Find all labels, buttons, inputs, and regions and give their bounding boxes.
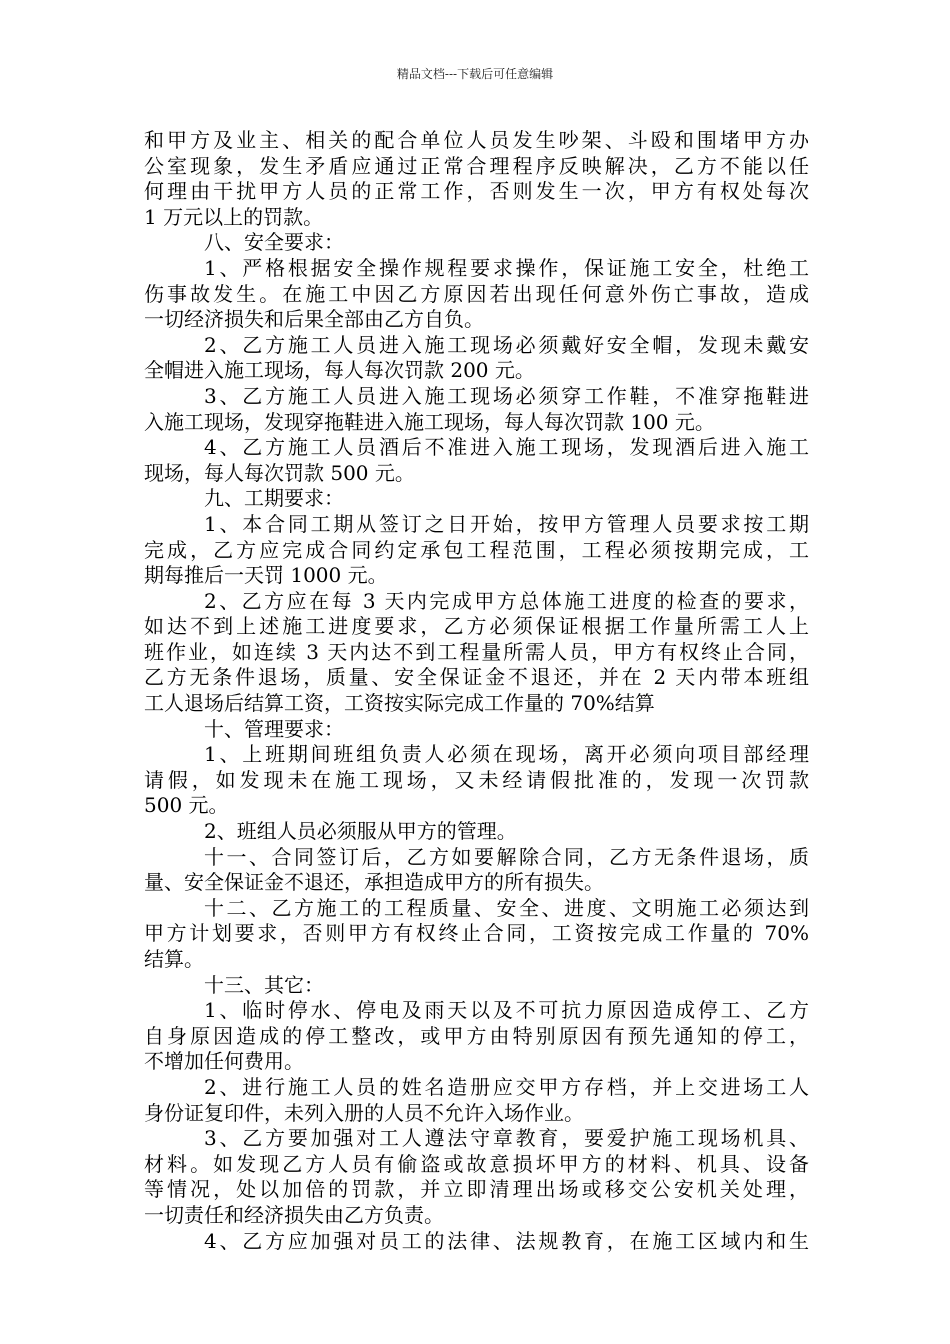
text-line: 十三、其它： (204, 972, 324, 997)
text-line: 自身原因造成的停工整改，或甲方由特别原因有预先通知的停工， (144, 1023, 809, 1048)
text-line: 等情况，处以加倍的罚款，并立即清理出场或移交公安机关处理， (144, 1177, 809, 1202)
text-line: 2、进行施工人员的姓名造册应交甲方存档，并上交进场工人 (204, 1074, 809, 1099)
text-line: 十、管理要求： (204, 716, 344, 741)
text-line: 伤事故发生。在施工中因乙方原因若出现任何意外伤亡事故，造成 (144, 281, 809, 306)
text-line: 和甲方及业主、相关的配合单位人员发生吵架、斗殴和围堵甲方办 (144, 128, 809, 152)
text-line: 1、上班期间班组负责人必须在现场，离开必须向项目部经理 (204, 742, 809, 767)
text-line: 何理由干扰甲方人员的正常工作，否则发生一次，甲方有权处每次 (144, 179, 809, 204)
text-line: 十二、乙方施工的工程质量、安全、进度、文明施工必须达到 (204, 895, 809, 920)
text-line: 2、乙方施工人员进入施工现场必须戴好安全帽，发现未戴安 (204, 332, 809, 357)
document-body (144, 128, 809, 1254)
text-line: 期每推后一天罚 1000 元。 (144, 563, 388, 588)
text-line: 九、工期要求： (204, 486, 344, 511)
text-line: 不增加任何费用。 (144, 1049, 304, 1074)
text-line: 请假，如发现未在施工现场，又未经请假批准的，发现一次罚款 (144, 767, 809, 792)
text-line: 2、班组人员必须服从甲方的管理。 (204, 819, 517, 844)
text-line: 材料。如发现乙方人员有偷盗或故意损坏甲方的材料、机具、设备 (144, 1151, 809, 1176)
text-line: 1、临时停水、停电及雨天以及不可抗力原因造成停工、乙方 (204, 998, 809, 1023)
text-line: 一切责任和经济损失由乙方负责。 (144, 1202, 444, 1227)
text-line: 工人退场后结算工资，工资按实际完成工作量的 70%结算 (144, 691, 655, 716)
text-line: 班作业，如连续 3 天内达不到工程量所需人员，甲方有权终止合同， (144, 639, 809, 664)
text-line: 量、安全保证金不退还，承担造成甲方的所有损失。 (144, 870, 604, 895)
text-line: 十一、合同签订后，乙方如要解除合同，乙方无条件退场，质 (204, 844, 809, 869)
text-line: 如达不到上述施工进度要求，乙方必须保证根据工作量所需工人上 (144, 614, 809, 639)
text-line: 1、严格根据安全操作规程要求操作，保证施工安全，杜绝工 (204, 255, 809, 280)
text-line: 500 元。 (144, 793, 229, 818)
text-line: 4、乙方应加强对员工的法律、法规教育，在施工区域内和生 (204, 1228, 809, 1253)
text-line: 现场，每人每次罚款 500 元。 (144, 460, 415, 485)
text-line: 入施工现场，发现穿拖鞋进入施工现场，每人每次罚款 100 元。 (144, 409, 715, 434)
text-line: 乙方无条件退场，质量、安全保证金不退还，并在 2 天内带本班组 (144, 665, 809, 690)
text-line: 全帽进入施工现场，每人每次罚款 200 元。 (144, 358, 535, 383)
text-line: 八、安全要求： (204, 230, 344, 255)
text-line: 公室现象，发生矛盾应通过正常合理程序反映解决，乙方不能以任 (144, 153, 809, 178)
text-line: 身份证复印件，未列入册的人员不允许入场作业。 (144, 1100, 584, 1125)
text-line: 4、乙方施工人员酒后不准进入施工现场，发现酒后进入施工 (204, 435, 809, 460)
text-line: 甲方计划要求，否则甲方有权终止合同，工资按完成工作量的 70% (144, 921, 809, 946)
page-header: 精品文档---下载后可任意编辑 (396, 67, 554, 81)
text-line: 1 万元以上的罚款。 (144, 204, 324, 229)
text-line: 2、乙方应在每 3 天内完成甲方总体施工进度的检查的要求， (204, 588, 809, 613)
text-line: 一切经济损失和后果全部由乙方自负。 (144, 307, 484, 332)
text-line: 3、乙方施工人员进入施工现场必须穿工作鞋，不准穿拖鞋进 (204, 383, 809, 408)
text-line: 结算。 (144, 947, 204, 971)
text-line: 完成，乙方应完成合同约定承包工程范围，工程必须按期完成，工 (144, 537, 809, 562)
text-line: 1、本合同工期从签订之日开始，按甲方管理人员要求按工期 (204, 511, 809, 536)
text-line: 3、乙方要加强对工人遵法守章教育，要爱护施工现场机具、 (204, 1126, 809, 1151)
